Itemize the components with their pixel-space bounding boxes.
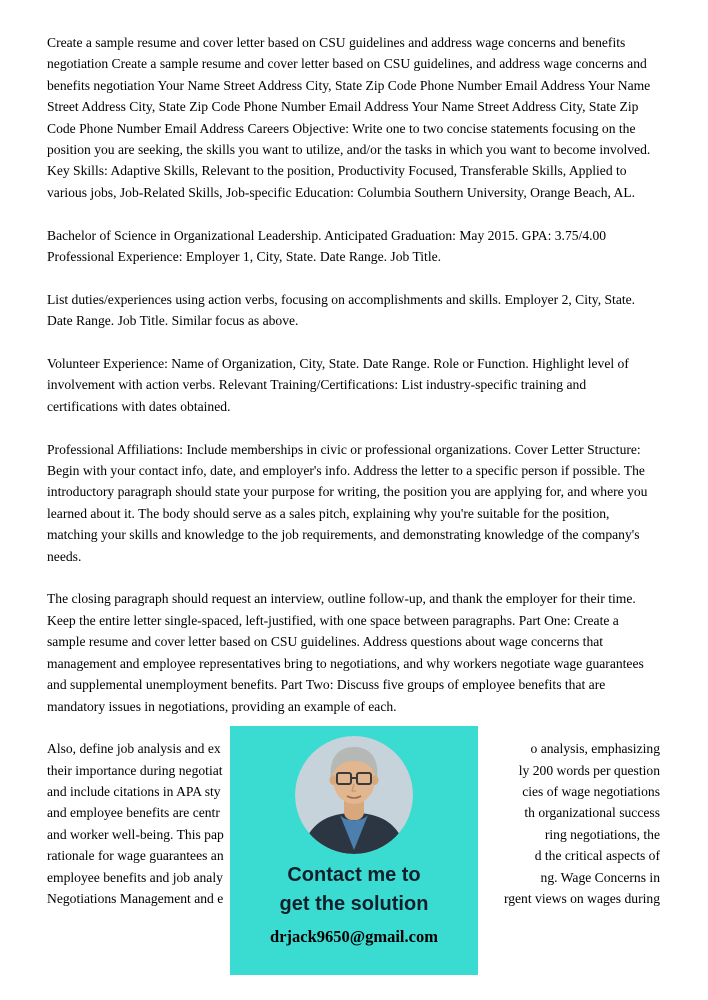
line-left-fragment: and worker well-being. This pap: [47, 826, 224, 842]
line-left-fragment: Negotiations Management and e: [47, 891, 224, 907]
line-right-fragment: ly 200 words per question: [518, 762, 660, 778]
paragraph-closing-parts: The closing paragraph should request an interview, outline follow-up, and thank the employer for their time. Keep the entire letter single-spaced, left-justified, with one space between paragraphs. Part One: Create a sample resume and cover letter based on CSU guidelines. Address questions about wage concerns that management and employee representatives bring to negotiations, and why workers negotiate wage guarantees and supplemental unemployment benefits. Part Two: Discuss five groups of employee benefits that are mandatory issues in negotiations, providing an example of each.: [47, 591, 644, 714]
paragraph-volunteer: Volunteer Experience: Name of Organization, City, State. Date Range. Role or Function. Highlight level of involvement with action verbs. Relevant Training/Certifications: List industry-specific training and certifications with dates obtained.: [47, 356, 629, 414]
line-right-fragment: d the critical aspects of: [534, 848, 660, 864]
line-right-fragment: o analysis, emphasizing: [530, 741, 660, 757]
line-left-fragment: Also, define job analysis and ex: [47, 741, 221, 757]
contact-cta-text: [280, 861, 429, 919]
line-right-fragment: rgent views on wages during: [503, 891, 660, 907]
contact-cta-line1: Contact me to: [287, 864, 421, 886]
paragraph-duties: List duties/experiences using action verbs, focusing on accomplishments and skills. Employer 2, City, State. Date Range. Job Title. Similar focus as above.: [47, 291, 636, 329]
contact-overlay-card[interactable]: [230, 726, 478, 975]
line-right-fragment: th organizational success: [524, 805, 660, 821]
line-right-fragment: ring negotiations, the: [544, 826, 660, 842]
contact-email: drjack9650@gmail.com: [270, 927, 438, 946]
line-left-fragment: employee benefits and job analy: [47, 869, 223, 885]
line-right-fragment: cies of wage negotiations: [522, 784, 660, 800]
paragraph-education: Bachelor of Science in Organizational Leadership. Anticipated Graduation: May 2015. GPA: 3.75/4.00 Professional Experience: Employer 1, City, State. Date Range. Job Title.: [47, 227, 607, 265]
line-left-fragment: and include citations in APA sty: [47, 784, 221, 800]
line-left-fragment: their importance during negotiat: [47, 762, 223, 778]
line-left-fragment: rationale for wage guarantees an: [47, 848, 224, 864]
portrait-man-glasses-icon: [295, 736, 413, 854]
paragraph-affiliations-cover-letter: Professional Affiliations: Include memberships in civic or professional organizations. Cover Letter Structure: Begin with your contact info, date, and employer's info. Address the letter to a specific person if possible. The introductory paragraph should state your purpose for writing, the position you are applying for, and where you learned about it. The body should serve as a sales pitch, explaining why you're suitable for the position, matching your skills and knowledge to the job requirements, and demonstrating knowledge of the company's needs.: [47, 441, 648, 564]
line-left-fragment: and employee benefits are centr: [47, 805, 220, 821]
paragraph-resume-guidelines: Create a sample resume and cover letter based on CSU guidelines and address wage concerns and benefits negotiation Create a sample resume and cover letter based on CSU guidelines, and address wage concerns and benefits negotiation Your Name Street Address City, State Zip Code Phone Number Email Address Your Name Street Address City, State Zip Code Phone Number Email Address Your Name Street Address City, State Zip Code Phone Number Email Address Careers Objective: Write one to two concise statements focusing on the position you are seeking, the skills you want to utilize, and/or the tasks in which you want to become involved. Key Skills: Adaptive Skills, Relevant to the position, Productivity Focused, Transferable Skills, Applied to various jobs, Job-Related Skills, Job-specific Education: Columbia Southern University, Orange Beach, AL.: [47, 35, 651, 200]
contact-photo: [295, 736, 413, 854]
contact-cta-line2: get the solution: [279, 893, 429, 915]
line-right-fragment: ng. Wage Concerns in: [540, 869, 660, 885]
